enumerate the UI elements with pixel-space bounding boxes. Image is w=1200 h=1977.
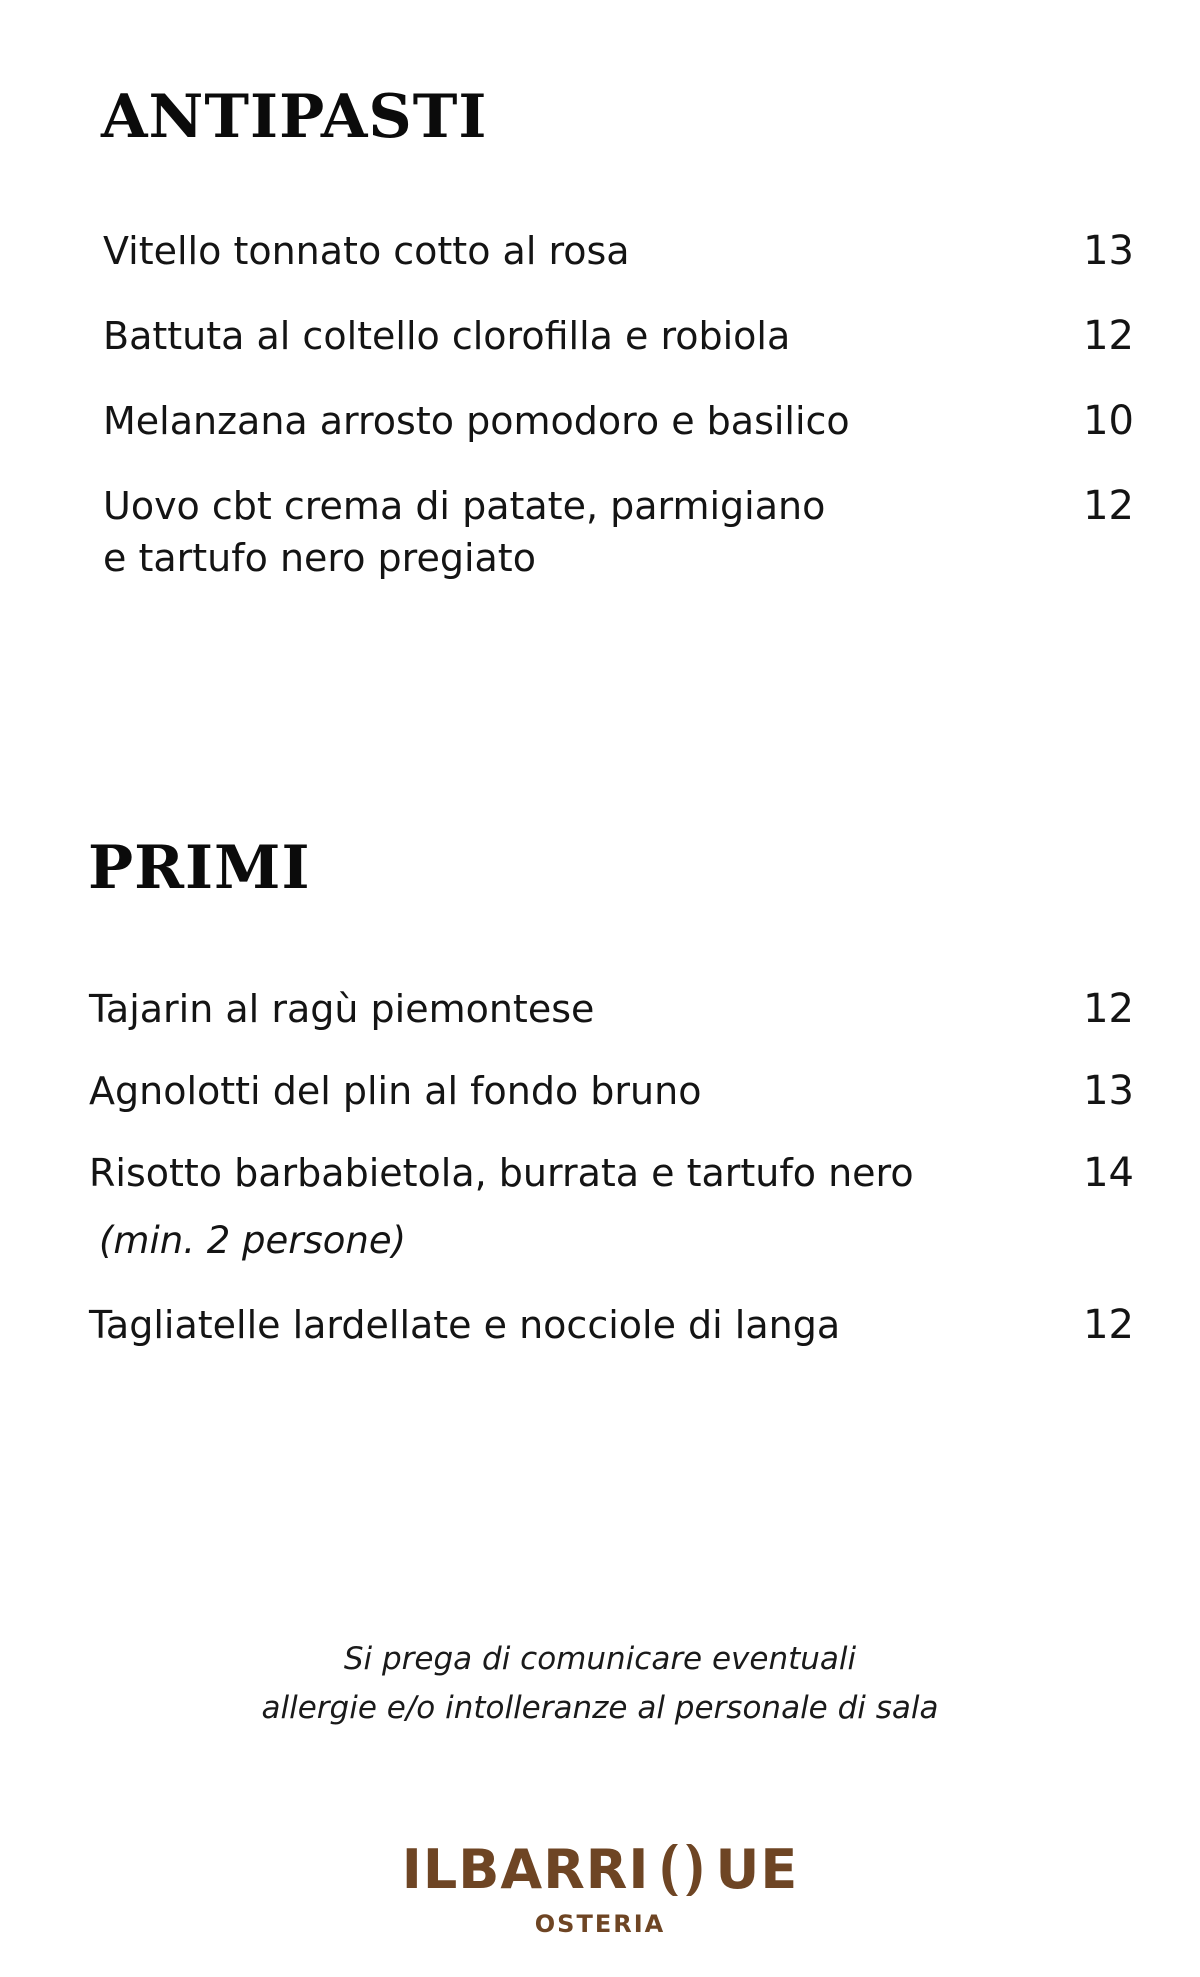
antipasti-list bbox=[103, 225, 1134, 617]
menu-item-price: 12 bbox=[1083, 313, 1134, 359]
menu-item-note: (min. 2 persone) bbox=[99, 1219, 407, 1262]
menu-item-price: 12 bbox=[1083, 986, 1134, 1032]
menu-item bbox=[103, 225, 1134, 277]
menu-item-price: 13 bbox=[1083, 1068, 1134, 1114]
menu-item-name: Risotto barbabietola, burrata e tartufo nero bbox=[89, 1151, 914, 1195]
menu-item-name: Tajarin al ragù piemontese bbox=[89, 987, 595, 1031]
logo-wordmark bbox=[402, 1838, 798, 1902]
menu-item-price: 14 bbox=[1083, 1150, 1134, 1196]
primi-list bbox=[89, 983, 1134, 1381]
menu-item-price: 13 bbox=[1083, 228, 1134, 274]
menu-item bbox=[89, 1299, 1134, 1351]
allergy-notice bbox=[0, 1635, 1200, 1733]
menu-item-name: Vitello tonnato cotto al rosa bbox=[103, 229, 630, 273]
menu-item bbox=[103, 395, 1134, 447]
menu-item-price: 12 bbox=[1083, 483, 1134, 529]
menu-item-name-continued: e tartufo nero pregiato bbox=[103, 536, 536, 580]
menu-item-price: 10 bbox=[1083, 398, 1134, 444]
menu-item bbox=[103, 310, 1134, 362]
barrel-icon bbox=[651, 1842, 713, 1898]
section-title-antipasti: ANTIPASTI bbox=[101, 82, 488, 152]
logo bbox=[0, 1838, 1200, 1938]
allergy-notice-line-2: allergie e/o intolleranze al personale di sala bbox=[261, 1690, 939, 1726]
menu-item bbox=[89, 1065, 1134, 1117]
menu-item-name: Battuta al coltello clorofilla e robiola bbox=[103, 314, 791, 358]
logo-text-right: UE bbox=[715, 1838, 799, 1901]
menu-item-name: Tagliatelle lardellate e nocciole di langa bbox=[89, 1303, 841, 1347]
menu-item-price: 12 bbox=[1083, 1302, 1134, 1348]
logo-subtitle: OSTERIA bbox=[534, 1910, 666, 1938]
logo-text-left: ILBARRI bbox=[401, 1838, 650, 1901]
menu-item bbox=[89, 1147, 1134, 1269]
menu-item-name: Agnolotti del plin al fondo bruno bbox=[89, 1069, 702, 1113]
menu-item-name: Uovo cbt crema di patate, parmigiano bbox=[103, 484, 826, 528]
menu-item-name: Melanzana arrosto pomodoro e basilico bbox=[103, 399, 850, 443]
allergy-notice-line-1: Si prega di comunicare eventuali bbox=[343, 1641, 857, 1677]
section-title-primi: PRIMI bbox=[88, 833, 311, 903]
menu-item bbox=[103, 480, 1134, 584]
menu-item bbox=[89, 983, 1134, 1035]
